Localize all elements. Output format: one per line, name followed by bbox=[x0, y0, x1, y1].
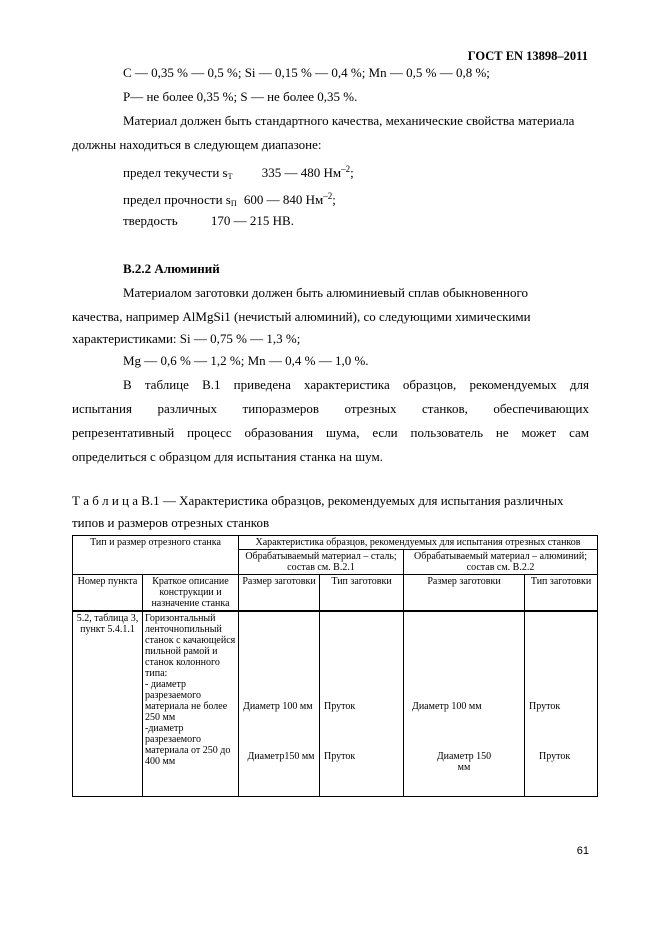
paragraph-line: качества, например AlMgSi1 (нечистый алюминий), со следующими химическими bbox=[72, 309, 531, 324]
header-alu-type: Тип заготовки bbox=[525, 575, 598, 612]
yield-end: ; bbox=[350, 165, 354, 180]
document-header: ГОСТ EN 13898–2011 bbox=[467, 49, 588, 63]
row-alu-size: Диаметр 100 мм Диаметр 150 мм bbox=[404, 611, 525, 797]
header-description: Краткое описание конструкции и назначение станка bbox=[143, 575, 239, 612]
header-steel-type: Тип заготовки bbox=[320, 575, 404, 612]
yield-value: 335 –– 480 Нм bbox=[261, 165, 342, 180]
paragraph-line: Mg — 0,6 % — 1,2 %; Mn — 0,4 % — 1,0 %. bbox=[123, 353, 369, 368]
paragraph-line: репрезентативный процесс образования шума, если пользователь не может сам bbox=[72, 425, 589, 440]
paragraph-line: определиться с образцом для испытания станка на шум. bbox=[72, 449, 383, 464]
header-machine-type: Тип и размер отрезного станка bbox=[73, 536, 239, 575]
tensile-label: предел прочности s bbox=[123, 192, 231, 207]
row-clause-number: 5.2, таблица 3, пункт 5.4.1.1 bbox=[73, 611, 143, 797]
row-steel-size: Диаметр 100 мм Диаметр150 мм bbox=[239, 611, 320, 797]
header-specimen-characteristics: Характеристика образцов, рекомендуемых для испытания отрезных станков bbox=[239, 536, 598, 550]
hardness-value: 170 — 215 HB. bbox=[210, 213, 294, 228]
tensile-end: ; bbox=[332, 192, 336, 207]
table-header-row bbox=[73, 536, 598, 550]
tensile-strength-line bbox=[123, 188, 336, 212]
yield-exponent: –2 bbox=[341, 164, 351, 174]
tensile-subscript: П bbox=[230, 199, 237, 208]
header-steel: Обрабатываемый материал – сталь; состав см. В.2.1 bbox=[239, 550, 404, 575]
tensile-exponent: –2 bbox=[323, 191, 333, 201]
paragraph-line: Материал должен быть стандартного качества, механические свойства материала bbox=[123, 113, 575, 128]
table-row bbox=[73, 611, 598, 797]
header-aluminium: Обрабатываемый материал – алюминий; состав см. В.2.2 bbox=[404, 550, 598, 575]
header-steel-size: Размер заготовки bbox=[239, 575, 320, 612]
hardness-line bbox=[123, 212, 294, 229]
header-clause-number: Номер пункта bbox=[73, 575, 143, 612]
section-heading: В.2.2 Алюминий bbox=[123, 261, 220, 276]
tensile-value: 600 — 840 Нм bbox=[243, 192, 324, 207]
specimen-table bbox=[72, 535, 598, 797]
row-description: Горизонтальный ленточнопильный станок с качающейся пильной рамой и станок колонного типа: - диаметр разрезаемого материала не более 250 мм -диаметр разрезаемого материала от 250 до 400 мм bbox=[143, 611, 239, 797]
paragraph-line: характеристиками: Si — 0,75 % — 1,3 %; bbox=[72, 331, 301, 346]
table-caption-continued: типов и размеров отрезных станков bbox=[72, 515, 270, 530]
paragraph-line: В таблице В.1 приведена характеристика образцов, рекомендуемых для bbox=[123, 377, 589, 392]
composition-line-2: P— не более 0,35 %; S — не более 0,35 %. bbox=[123, 89, 358, 104]
row-steel-type: Пруток Пруток bbox=[320, 611, 404, 797]
header-alu-size: Размер заготовки bbox=[404, 575, 525, 612]
row-alu-type: Пруток Пруток bbox=[525, 611, 598, 797]
paragraph-line: Материалом заготовки должен быть алюминиевый сплав обыкновенного bbox=[123, 285, 528, 300]
yield-subscript: T bbox=[227, 172, 233, 181]
yield-strength-line bbox=[123, 161, 354, 185]
table-header-row bbox=[73, 575, 598, 612]
paragraph-line: испытания различных типоразмеров отрезных станков, обеспечивающих bbox=[72, 401, 589, 416]
yield-label: предел текучести s bbox=[123, 165, 228, 180]
page-number: 61 bbox=[576, 845, 589, 857]
composition-line-1: C — 0,35 % — 0,5 %; Si — 0,15 % — 0,4 %; Mn — 0,5 % — 0,8 %; bbox=[123, 65, 490, 80]
table-caption: Т а б л и ц а В.1 — Характеристика образцов, рекомендуемых для испытания различных bbox=[72, 493, 564, 508]
hardness-label: твердость bbox=[123, 213, 178, 228]
paragraph-line: должны находиться в следующем диапазоне: bbox=[72, 137, 322, 152]
